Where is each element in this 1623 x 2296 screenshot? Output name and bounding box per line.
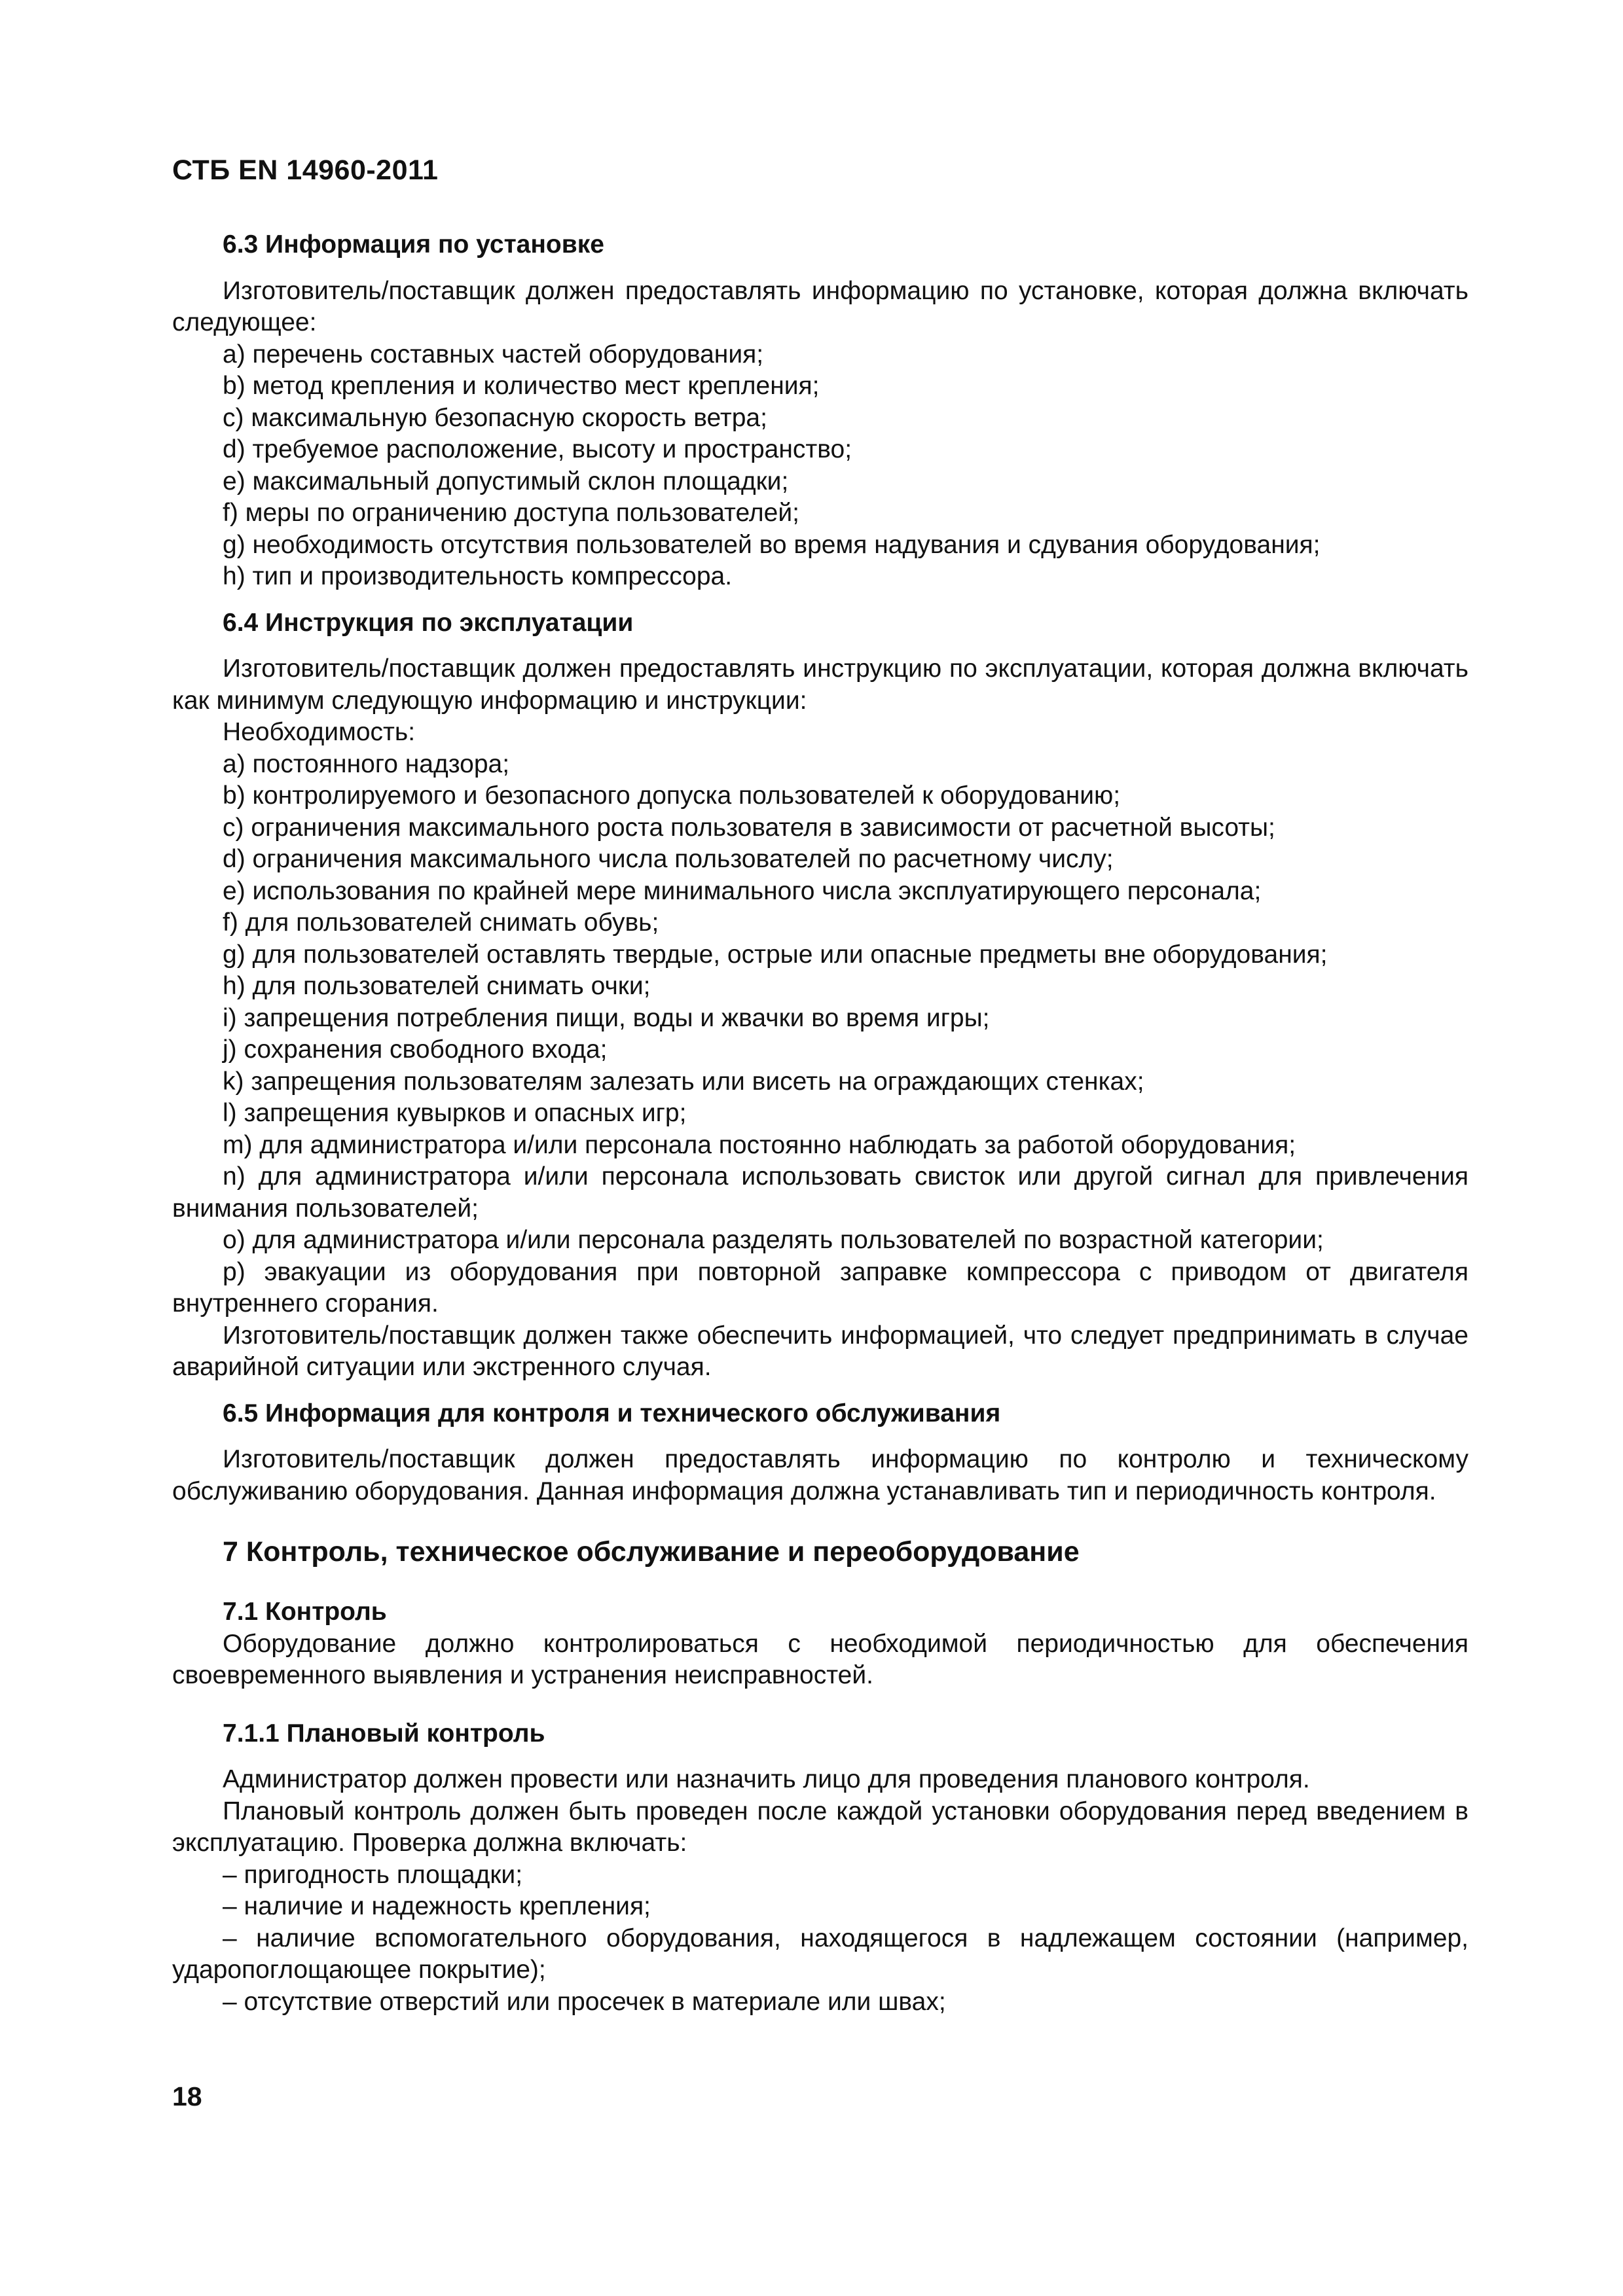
list-item: e) максимальный допустимый склон площадки;	[223, 467, 789, 495]
list-item: d) ограничения максимального числа пользователей по расчетному числу;	[223, 845, 1114, 873]
list-item: a) постоянного надзора;	[223, 749, 510, 778]
section-6-5-title: 6.5 Информация для контроля и технического обслуживания	[223, 1399, 1001, 1427]
section-7-title: 7 Контроль, техническое обслуживание и переоборудование	[223, 1536, 1080, 1568]
list-item: m) для администратора и/или персонала постоянно наблюдать за работой оборудования;	[223, 1130, 1296, 1159]
section-7-1-1-title: 7.1.1 Плановый контроль	[223, 1719, 545, 1748]
document-id-header: СТБ EN 14960-2011	[172, 154, 439, 186]
section-7-1-1-p2: Плановый контроль должен быть проведен после каждой установки оборудования перед введением в эксплуатацию. Проверка должна включать:	[172, 1797, 1468, 1857]
list-item: c) максимальную безопасную скорость ветра;	[223, 403, 767, 432]
list-item: i) запрещения потребления пищи, воды и жвачки во время игры;	[223, 1003, 990, 1032]
list-item: o) для администратора и/или персонала разделять пользователей по возрастной категории;	[223, 1226, 1324, 1254]
section-6-3-title: 6.3 Информация по установке	[223, 230, 604, 259]
section-6-4-title: 6.4 Инструкция по эксплуатации	[223, 608, 634, 637]
list-item: g) необходимость отсутствия пользователей во время надувания и сдувания оборудования;	[223, 530, 1321, 559]
section-7-1-body: Оборудование должно контролироваться с необходимой периодичностью для обеспечения своевременного выявления и устранения неисправностей.	[172, 1629, 1468, 1689]
list-item: a) перечень составных частей оборудования;	[223, 340, 764, 368]
list-item: j) сохранения свободного входа;	[223, 1035, 608, 1064]
list-item: h) тип и производительность компрессора.	[223, 562, 733, 590]
section-7-1-title: 7.1 Контроль	[223, 1598, 387, 1626]
list-item: – пригодность площадки;	[223, 1860, 523, 1889]
list-item: h) для пользователей снимать очки;	[223, 972, 651, 1000]
list-item: – наличие и надежность крепления;	[223, 1892, 651, 1920]
list-item: k) запрещения пользователям залезать или висеть на ограждающих стенках;	[223, 1067, 1144, 1096]
list-item: f) меры по ограничению доступа пользователей;	[223, 499, 799, 527]
list-item: – отсутствие отверстий или просечек в материале или швах;	[223, 1987, 946, 2016]
list-item: b) контролируемого и безопасного допуска пользователей к оборудованию;	[223, 781, 1121, 810]
list-item: c) ограничения максимального роста пользователя в зависимости от расчетной высоты;	[223, 813, 1275, 842]
list-item: e) использования по крайней мере минимального числа эксплуатирующего персонала;	[223, 876, 1262, 905]
list-item: – наличие вспомогательного оборудования, находящегося в надлежащем состоянии (например, ударопоглощающее покрытие);	[172, 1924, 1468, 1984]
section-6-3-intro: Изготовитель/поставщик должен предоставлять информацию по установке, которая должна включать следующее:	[172, 276, 1468, 336]
section-6-4-intro: Изготовитель/поставщик должен предоставлять инструкцию по эксплуатации, которая должна включать как минимум следующую информацию и инструкции:	[172, 655, 1468, 715]
list-item: p) эвакуации из оборудования при повторной заправке компрессора с приводом от двигателя внутреннего сгорания.	[172, 1257, 1468, 1318]
page-number: 18	[172, 2081, 202, 2111]
section-7-1-1-p1: Администратор должен провести или назначить лицо для проведения планового контроля.	[223, 1765, 1310, 1793]
section-6-5-body: Изготовитель/поставщик должен предоставлять информацию по контролю и техническому обслуживанию оборудования. Данная информация должна устанавливать тип и периодичность контроля.	[172, 1445, 1468, 1505]
list-item: f) для пользователей снимать обувь;	[223, 908, 659, 937]
list-item: d) требуемое расположение, высоту и пространство;	[223, 435, 852, 463]
section-6-4-closing: Изготовитель/поставщик должен также обеспечить информацией, что следует предпринимать в случае аварийной ситуации или экстренного случая.	[172, 1321, 1468, 1381]
section-6-4-lead: Необходимость:	[223, 718, 416, 746]
list-item: l) запрещения кувырков и опасных игр;	[223, 1099, 687, 1127]
list-item: g) для пользователей оставлять твердые, острые или опасные предметы вне оборудования;	[223, 940, 1328, 969]
list-item: n) для администратора и/или персонала использовать свисток или другой сигнал для привлечения внимания пользователей;	[172, 1162, 1468, 1223]
document-body	[172, 229, 1468, 2018]
list-item: b) метод крепления и количество мест крепления;	[223, 372, 820, 400]
